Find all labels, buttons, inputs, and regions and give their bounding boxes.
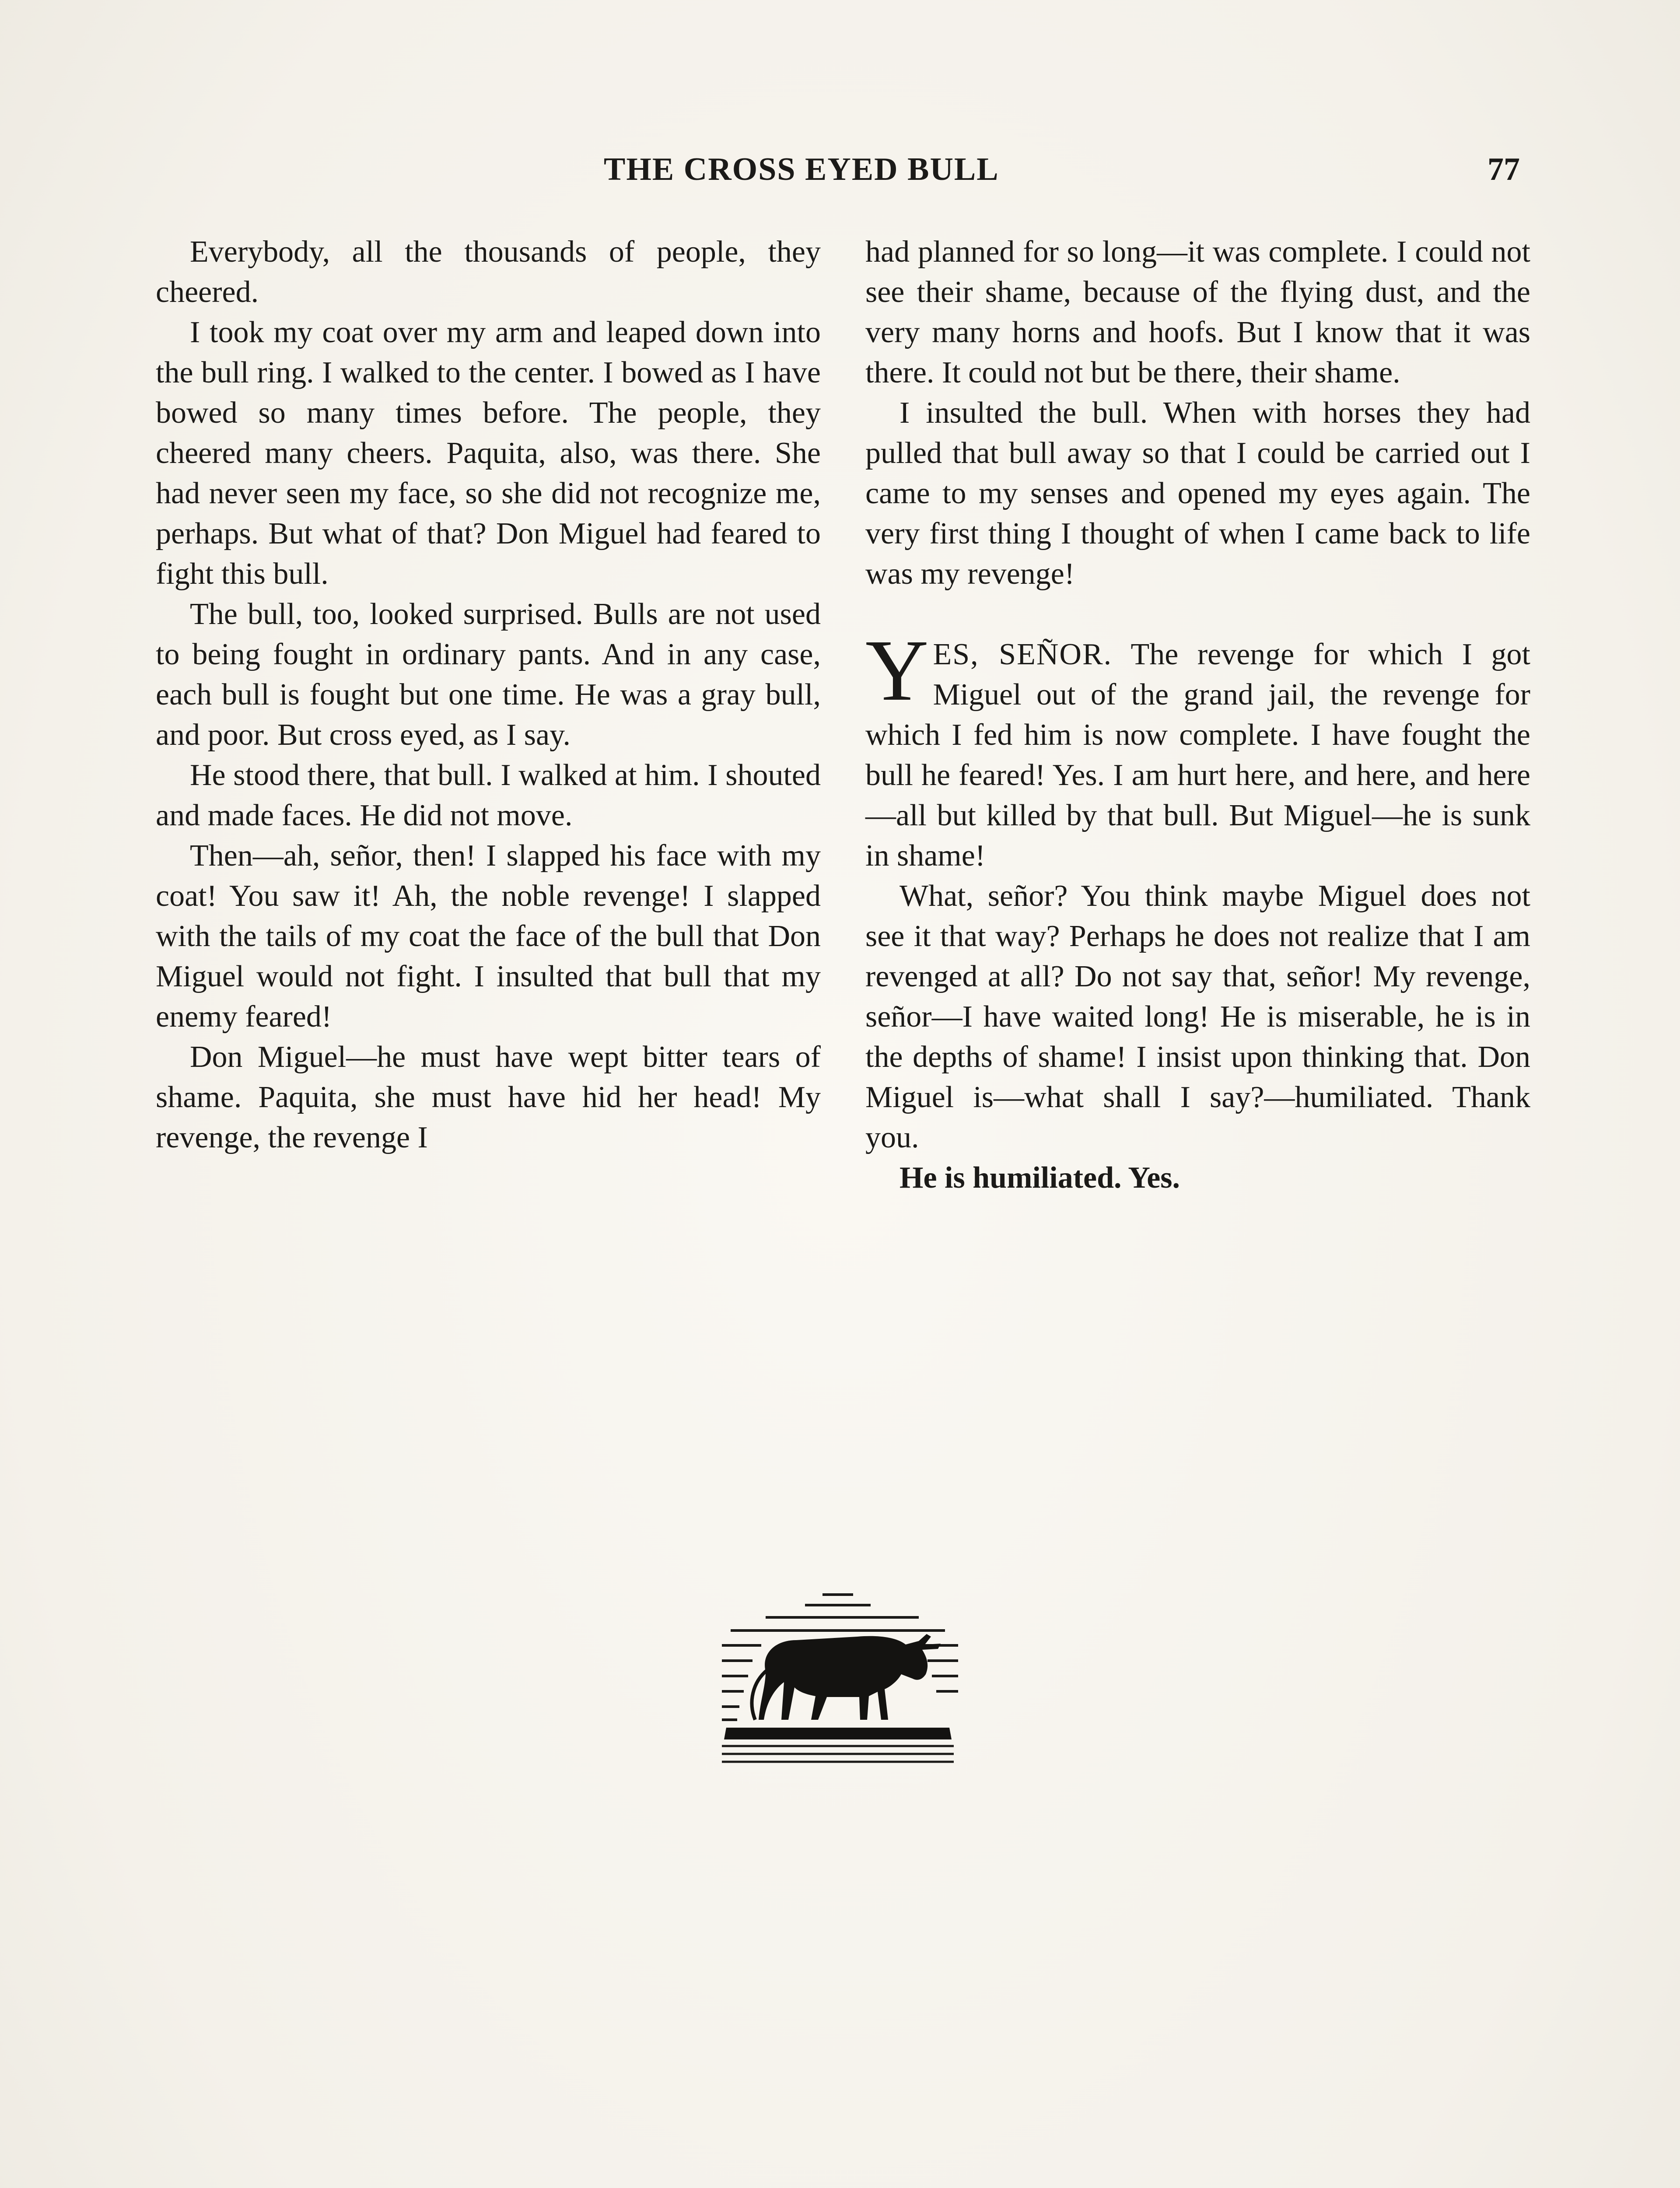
running-title: THE CROSS EYED BULL bbox=[604, 151, 999, 187]
bull-woodcut-icon bbox=[713, 1588, 962, 1772]
paragraph: Don Miguel—he must have wept bitter tears of shame. Paquita, she must have hid her head! My revenge, the revenge I bbox=[156, 1040, 821, 1154]
paragraph: Everybody, all the thousands of people, they cheered. bbox=[156, 235, 821, 309]
paragraph: Then—ah, señor, then! I slapped his face with my coat! You saw it! Ah, the noble revenge! I slapped with the tails of my coat the face of the bull that Don Miguel would not fight. I insulted that bull that my enemy feared! bbox=[156, 839, 821, 1034]
paragraph: I insulted the bull. When with horses they had pulled that bull away so that I could be carried out I came to my senses and opened my eyes again. The very first thing I thought of when I came back to life was my revenge! bbox=[865, 396, 1530, 591]
paragraph-continuation: had planned for so long—it was complete. I could not see their shame, because of the flying dust, and the very many horns and hoofs. But I know that it was there. It could not but be there, their shame. bbox=[865, 235, 1530, 389]
section-opening-paragraph bbox=[865, 622, 1531, 876]
page-number: 77 bbox=[1488, 151, 1520, 187]
right-column bbox=[865, 232, 1530, 1198]
paragraph: He stood there, that bull. I walked at him. I shouted and made faces. He did not move. bbox=[156, 758, 821, 832]
section-text: The revenge for which I got Miguel out of the grand jail, the revenge for which I fed him is now complete. I have fought the bull he feared! Yes. I am hurt here, and here, and here—all but killed by that bull. But Miguel—he is sunk in shame! bbox=[865, 638, 1531, 873]
paragraph: The bull, too, looked surprised. Bulls are not used to being fought in ordinary pants. And in any case, each bull is fought but one time. He was a gray bull, and poor. But cross eyed, as I say. bbox=[156, 597, 821, 752]
paragraph: I took my coat over my arm and leaped down into the bull ring. I walked to the center. I bowed as I have bowed so many times before. The people, they cheered many cheers. Paquita, also, was there. She had never seen my face, so she did not recognize me, perhaps. But what of that? Don Miguel had feared to fight this bull. bbox=[156, 316, 821, 591]
lead-in: ES, SEÑOR. bbox=[933, 638, 1113, 671]
left-column bbox=[156, 232, 821, 1158]
drop-cap: Y bbox=[865, 622, 929, 719]
paragraph: What, señor? You think maybe Miguel does not see it that way? Perhaps he does not realize that I am revenged at all? Do not say that, señor! My revenge, señor—I have waited long! He is miserable, he is in the depths of shame! I insist upon thinking that. Don Miguel is—what shall I say?—humiliated. Thank you. bbox=[865, 879, 1530, 1154]
closing-line: He is humiliated. Yes. bbox=[900, 1161, 1180, 1195]
